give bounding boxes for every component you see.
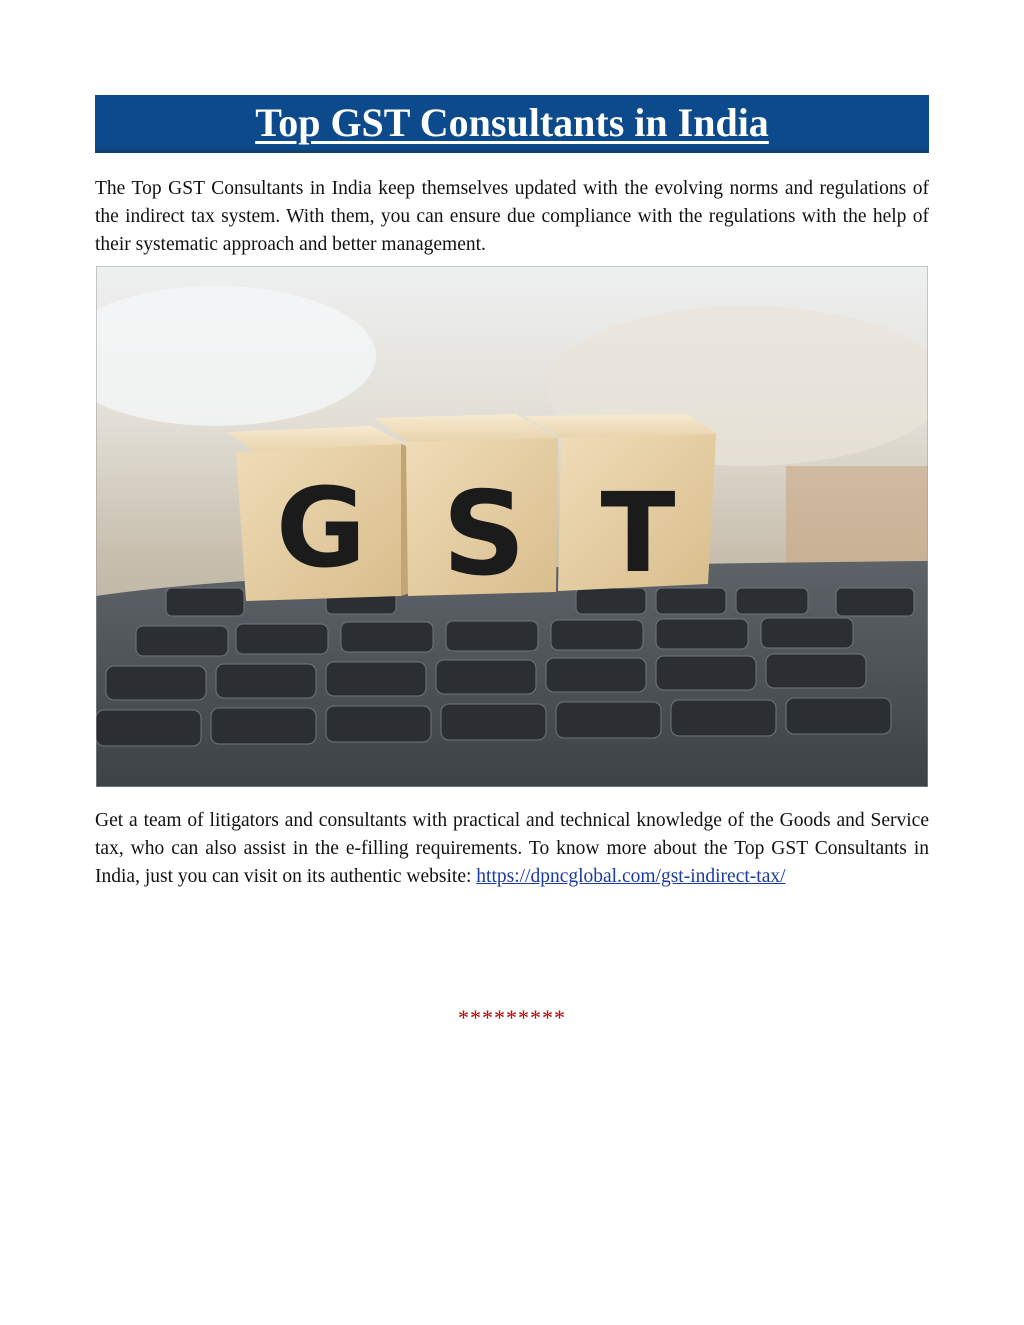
intro-paragraph: The Top GST Consultants in India keep themselves updated with the evolving norms and regulations of the indirect tax system. With them, you can ensure due compliance with the regulations with the help of their systematic approach and better management. [95,178,929,255]
block-letter-g: G [275,464,367,592]
gst-photo [96,266,928,787]
separator-stars: ********* [458,1005,566,1030]
website-link[interactable]: https://dpncglobal.com/gst-indirect-tax/ [476,866,786,887]
body-text: Get a team of litigators and consultants with practical and technical knowledge of the Goods and Service tax, who can also assist in the e-filling requirements. To know more about the Top GST Consultants in India, just you can visit on its authentic website: [95,810,929,887]
block-letter-s: S [442,467,526,602]
body-paragraph [95,807,929,891]
block-letter-t: T [600,469,676,597]
title-banner [95,95,929,153]
block-g [226,426,414,601]
page-title: Top GST Consultants in India [255,99,769,145]
gst-blocks-calculator-image [96,266,928,787]
